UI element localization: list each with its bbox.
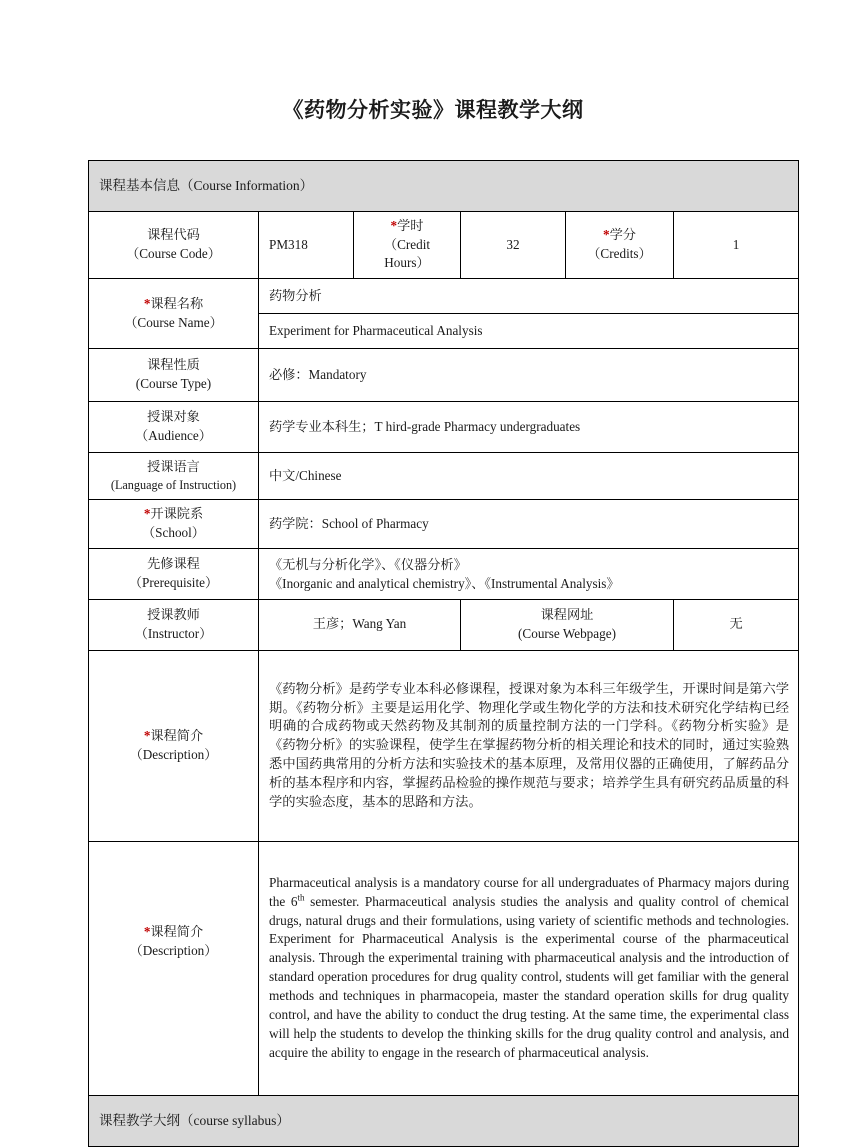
label-credit-hours [354, 212, 461, 279]
table-row-description-en [89, 841, 799, 1095]
label-description-cn-text: 课程简介 [150, 728, 204, 743]
label-course-type-en: (Course Type) [135, 376, 212, 392]
label-prerequisite-en: （Prerequisite） [128, 574, 219, 590]
label-prerequisite-cn: 先修课程 [147, 556, 200, 571]
label-course-webpage-cn: 课程网址 [540, 607, 594, 622]
label-description-cn-title [93, 727, 254, 746]
table-row-prerequisite [89, 548, 799, 599]
value-course-webpage: 无 [674, 599, 799, 650]
label-description-cn-en: （Description） [129, 746, 218, 762]
label-credit-hours-cn-text: 学时 [397, 218, 424, 233]
value-school: 药学院：School of Pharmacy [259, 500, 799, 548]
label-school [89, 500, 259, 548]
label-credits-cn-text: 学分 [609, 227, 636, 243]
label-audience-cn: 授课对象 [147, 409, 200, 425]
label-credit-hours-cn [358, 217, 456, 236]
label-instructor-en: （Instructor） [134, 625, 213, 641]
value-credit-hours: 32 [461, 212, 566, 279]
value-description-cn: 《药物分析》是药学专业本科必修课程，授课对象为本科三年级学生，开课时间是第六学期。《药物分析》主要是运用化学、物理化学或生物化学的方法和技术研究化学结构已经明确的合成药物或天然药物及其制剂的质量控制方法的一门学科。《药物分析实验》是《药物分析》的实验课程，使学生在掌握药物分析的相关理论和技术的同时，通过实验熟悉中国药典常用的分析方法和实验技术的基本原理，及常用仪器的正确使用，了解药品分析的基本程序和内容，掌握药品检验的操作规范与要求；培养学生具有研究药品质量的科学的实验态度，基本的思路和方法。 [259, 650, 799, 841]
label-course-name [89, 279, 259, 349]
table-row-instructor [89, 599, 799, 650]
label-course-webpage-en: (Course Webpage) [518, 625, 616, 641]
description-en-part2: semester. Pharmaceutical analysis studies the analysis and quality control of chemical drugs, natural drugs and their formulations, using variety of scientific methods and technologies. Experiment for Pharmaceutical Analysis is the experimental course of the pharmaceutical analysis. Through the experimental training with pharmaceutical analysis and the introduction of standard operation procedures for drug quality control, students will get familiar with the general methods and techniques in pharmacopeia, master the standard operation skills for drug quality control, and have the ability to conduct the drug testing. At the same time, the experimental class will help the students to develop the thinking skills for the drug quality control and analysis, and acquire the ability to engage in the research of pharmaceutical analysis. [269, 893, 790, 1060]
label-course-name-cn-text: 课程名称 [150, 295, 204, 311]
table-row-language [89, 453, 799, 500]
label-course-code-en: （Course Code） [126, 246, 221, 262]
label-credits-en: （Credits） [587, 246, 652, 262]
description-en-ordinal-suffix: th [297, 892, 305, 903]
label-credits-cn [570, 226, 669, 245]
label-description-en [89, 841, 259, 1095]
section-band-syllabus: 课程教学大纲（course syllabus） [89, 1095, 799, 1146]
table-row-school [89, 500, 799, 548]
label-credit-hours-en-line1: （Credit [383, 236, 431, 252]
label-course-name-en: （Course Name） [124, 314, 223, 330]
label-description-en-text: 课程简介 [150, 924, 204, 939]
table-row-course-type [89, 349, 799, 402]
label-instructor-cn: 授课教师 [147, 607, 200, 622]
label-instructor [89, 599, 259, 650]
required-marker-credits: * [603, 227, 610, 243]
required-marker-credit-hours: * [390, 218, 398, 233]
value-description-en [259, 841, 799, 1095]
value-audience: 药学专业本科生；T hird-grade Pharmacy undergraduates [259, 402, 799, 453]
value-course-code: PM318 [259, 212, 354, 279]
label-school-cn-text: 开课院系 [150, 506, 204, 522]
required-marker-course-name: * [143, 295, 151, 311]
label-prerequisite [89, 548, 259, 599]
table-row-course-information-band [89, 161, 799, 212]
required-marker-school: * [143, 506, 151, 522]
value-course-name-en: Experiment for Pharmaceutical Analysis [259, 314, 799, 349]
label-course-type [89, 349, 259, 402]
label-school-en: （School） [141, 525, 205, 540]
page-title: 《药物分析实验》课程教学大纲 [282, 99, 584, 122]
label-audience [89, 402, 259, 453]
label-school-cn [93, 505, 254, 524]
required-marker-description-en: * [143, 924, 151, 939]
table-row-description-cn [89, 650, 799, 841]
value-credits: 1 [674, 212, 799, 279]
description-en-part1: Pharmaceutical analysis is a mandatory course for all undergraduates of Pharmacy majors during the 6 [269, 874, 790, 909]
table-row-syllabus-band [89, 1095, 799, 1146]
label-language-en: (Language of Instruction) [110, 477, 237, 492]
table-row-course-name-cn [89, 279, 799, 314]
label-audience-en: （Audience） [135, 428, 212, 444]
label-course-code [89, 212, 259, 279]
value-instructor: 王彦；Wang Yan [259, 599, 461, 650]
label-course-type-cn: 课程性质 [147, 357, 200, 373]
label-course-code-cn: 课程代码 [147, 227, 200, 243]
label-language-cn: 授课语言 [147, 459, 200, 475]
value-language: 中文/Chinese [259, 453, 799, 500]
label-language [89, 453, 259, 500]
course-information-table-wrap [88, 160, 798, 1147]
label-description-en-en: （Description） [129, 942, 218, 958]
label-credits [566, 212, 674, 279]
table-row-audience [89, 402, 799, 453]
section-band-course-information: 课程基本信息（Course Information） [89, 161, 799, 212]
value-prerequisite [259, 548, 799, 599]
label-description-cn [89, 650, 259, 841]
table-row-course-code [89, 212, 799, 279]
value-course-name-cn: 药物分析 [259, 279, 799, 314]
value-prerequisite-en: 《Inorganic and analytical chemistry》、《Instrumental Analysis》 [269, 575, 620, 591]
value-prerequisite-cn: 《无机与分析化学》、《仪器分析》 [269, 556, 467, 572]
label-credit-hours-en-line2: Hours） [384, 255, 430, 271]
required-marker-description-cn: * [143, 728, 151, 743]
value-course-type: 必修：Mandatory [259, 349, 799, 402]
label-course-webpage [461, 599, 674, 650]
label-course-name-cn [93, 295, 254, 314]
course-information-table [88, 160, 799, 1147]
label-description-en-title [93, 923, 254, 942]
